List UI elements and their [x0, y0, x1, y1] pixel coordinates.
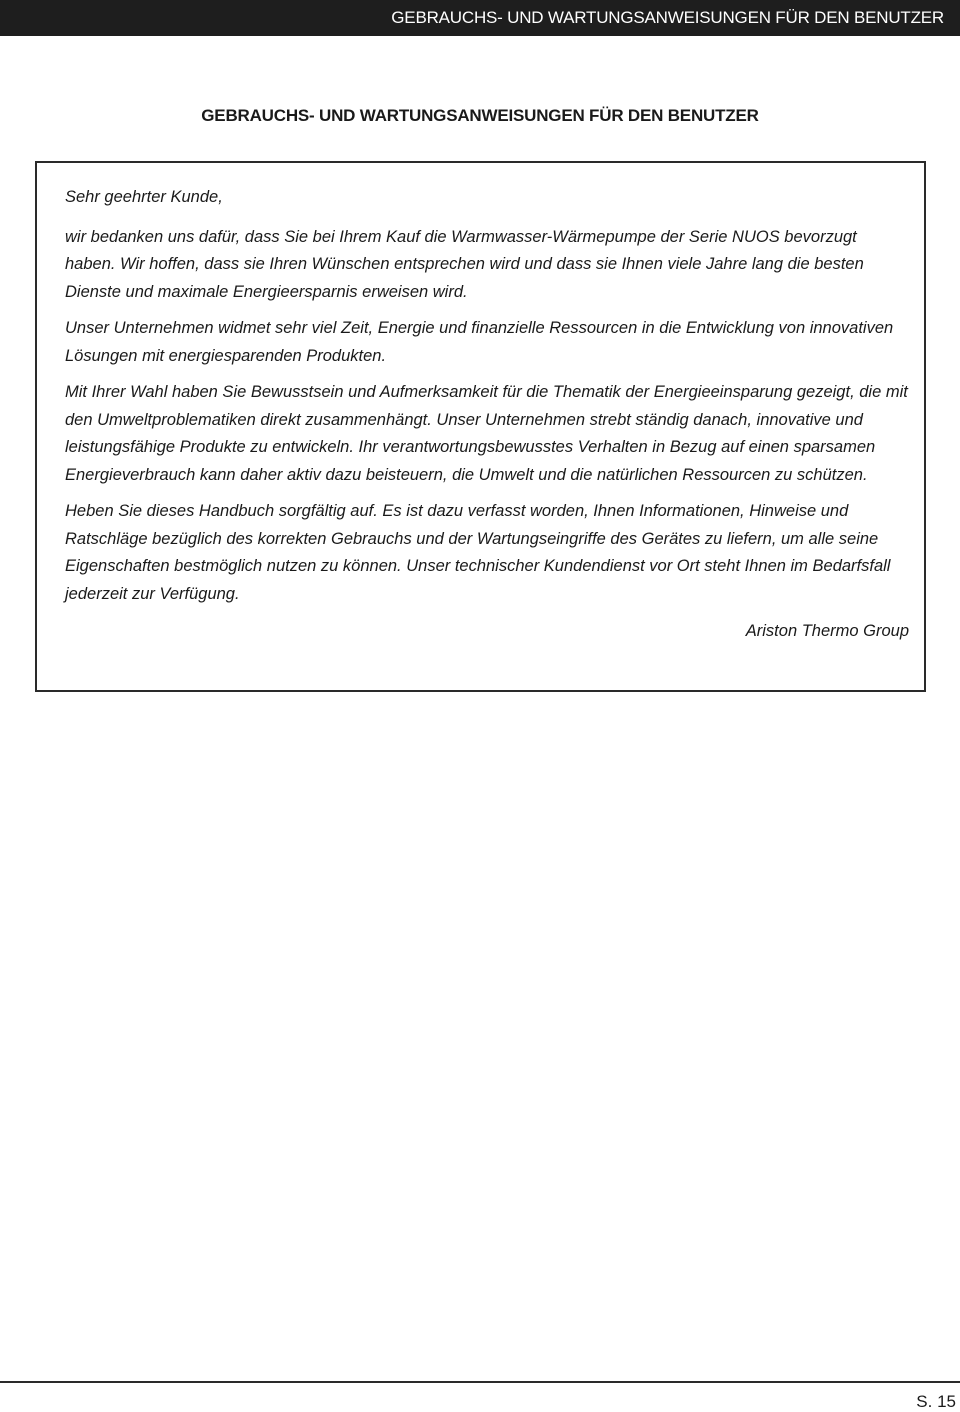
letter-paragraph-1: wir bedanken uns dafür, dass Sie bei Ihrem Kauf die Warmwasser-Wärmepumpe der Serie NUOS bevorzugt haben. Wir hoffen, dass sie Ihren Wünschen entsprechen wird und dass sie Ihnen viele Jahre lang die besten Dienste und maximale Energieersparnis erweisen wird.	[65, 227, 864, 301]
letter-paragraph-2: Unser Unternehmen widmet sehr viel Zeit, Energie und finanzielle Ressourcen in die Entwicklung von innovativen Lösungen mit energiesparenden Produkten.	[65, 319, 894, 365]
letter-salutation: Sehr geehrter Kunde,	[65, 188, 223, 206]
running-header-title: GEBRAUCHS- UND WARTUNGSANWEISUNGEN FÜR DEN BENUTZER	[391, 8, 944, 27]
page-number: S. 15	[916, 1392, 956, 1411]
letter-signature: Ariston Thermo Group	[745, 622, 909, 640]
page-title: GEBRAUCHS- UND WARTUNGSANWEISUNGEN FÜR DEN BENUTZER	[201, 106, 759, 125]
letter-body	[65, 184, 909, 646]
welcome-letter-box	[35, 161, 926, 692]
letter-paragraph-4: Heben Sie dieses Handbuch sorgfältig auf. Es ist dazu verfasst worden, Ihnen Informationen, Hinweise und Ratschläge bezüglich des korrekten Gebrauchs und der Wartungseingriffe des Gerätes zu liefern, um alle seine Eigenschaften bestmöglich nutzen zu können. Unser technischer Kundendienst vor Ort steht Ihnen im Bedarfsfall jederzeit zur Verfügung.	[65, 502, 891, 603]
footer-divider	[0, 1381, 960, 1383]
running-header	[0, 0, 960, 36]
letter-paragraph-3: Mit Ihrer Wahl haben Sie Bewusstsein und Aufmerksamkeit für die Thematik der Energieeinsparung gezeigt, die mit den Umweltproblematiken direkt zusammenhängt. Unser Unternehmen strebt ständig danach, innovative und leistungsfähige Produkte zu entwickeln. Ihr verantwortungsbewusstes Verhalten in Bezug auf einen sparsamen Energieverbrauch kann daher aktiv dazu beisteuern, die Umwelt und die natürlichen Ressourcen zu schützen.	[65, 383, 908, 484]
